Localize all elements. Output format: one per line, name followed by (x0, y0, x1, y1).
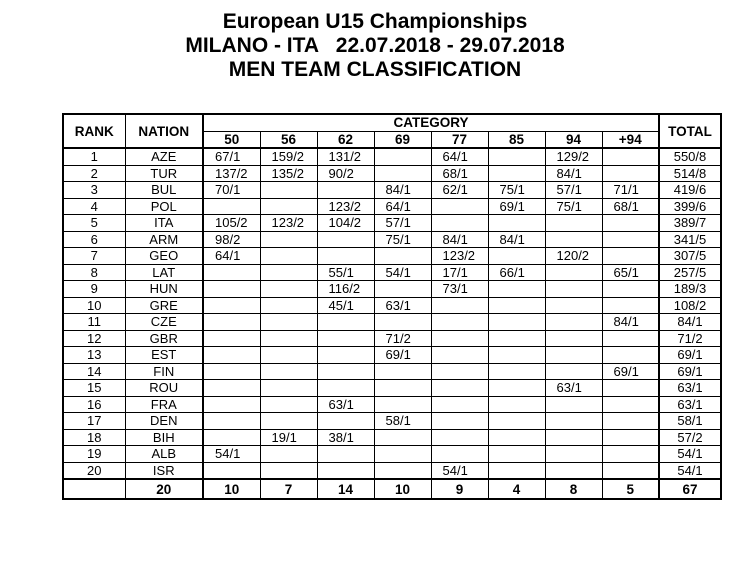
rank-cell: 5 (63, 215, 125, 232)
table-row (63, 446, 721, 463)
category-value-cell (602, 413, 659, 430)
category-value-cell: 69/1 (374, 347, 431, 364)
nation-cell: HUN (125, 281, 203, 298)
table-row (63, 347, 721, 364)
category-value-cell (602, 231, 659, 248)
category-value-cell (203, 363, 260, 380)
category-value-cell (260, 413, 317, 430)
category-value-cell (203, 347, 260, 364)
category-value-cell (317, 347, 374, 364)
category-value-cell (203, 264, 260, 281)
rank-cell: 11 (63, 314, 125, 331)
category-value-cell: 84/1 (602, 314, 659, 331)
rank-cell: 2 (63, 165, 125, 182)
nation-cell: GEO (125, 248, 203, 265)
total-cell: 84/1 (659, 314, 721, 331)
category-value-cell (374, 165, 431, 182)
category-value-cell (431, 198, 488, 215)
classification-title: MEN TEAM CLASSIFICATION (228, 58, 522, 81)
category-value-cell (260, 380, 317, 397)
category-value-cell (488, 380, 545, 397)
category-value-cell: 54/1 (203, 446, 260, 463)
category-value-cell (602, 446, 659, 463)
rank-cell: 20 (63, 462, 125, 479)
category-value-cell: 71/1 (602, 182, 659, 199)
category-value-cell (374, 148, 431, 165)
category-value-cell (203, 198, 260, 215)
total-cell: 419/6 (659, 182, 721, 199)
total-cell: 108/2 (659, 297, 721, 314)
category-value-cell (260, 281, 317, 298)
table-row (63, 215, 721, 232)
category-value-cell (602, 429, 659, 446)
category-value-cell (488, 165, 545, 182)
category-value-cell (602, 330, 659, 347)
category-value-cell (602, 248, 659, 265)
classification-body (63, 148, 721, 499)
rank-cell: 1 (63, 148, 125, 165)
category-value-cell: 17/1 (431, 264, 488, 281)
totals-category-count: 7 (260, 479, 317, 499)
category-label: 56 (260, 131, 317, 148)
classification-table (62, 113, 722, 500)
category-value-cell (317, 330, 374, 347)
category-value-cell (374, 248, 431, 265)
nation-cell: GBR (125, 330, 203, 347)
category-value-cell (260, 347, 317, 364)
category-value-cell (602, 396, 659, 413)
category-value-cell: 123/2 (317, 198, 374, 215)
category-value-cell (602, 297, 659, 314)
category-value-cell (317, 380, 374, 397)
category-value-cell (431, 314, 488, 331)
category-value-cell: 66/1 (488, 264, 545, 281)
category-value-cell (488, 297, 545, 314)
category-value-cell: 123/2 (260, 215, 317, 232)
total-cell: 389/7 (659, 215, 721, 232)
total-cell: 54/1 (659, 446, 721, 463)
category-value-cell (488, 429, 545, 446)
table-row (63, 248, 721, 265)
category-value-cell (431, 429, 488, 446)
table-row (63, 281, 721, 298)
category-value-cell: 104/2 (317, 215, 374, 232)
category-value-cell: 67/1 (203, 148, 260, 165)
classification-table-wrapper (62, 113, 722, 500)
nation-cell: CZE (125, 314, 203, 331)
category-value-cell (203, 462, 260, 479)
category-value-cell: 75/1 (374, 231, 431, 248)
category-value-cell: 64/1 (374, 198, 431, 215)
rank-cell: 4 (63, 198, 125, 215)
category-value-cell (260, 264, 317, 281)
category-value-cell (431, 363, 488, 380)
category-label: 85 (488, 131, 545, 148)
category-value-cell (431, 347, 488, 364)
category-value-cell (602, 148, 659, 165)
category-value-cell (260, 396, 317, 413)
table-row (63, 314, 721, 331)
category-value-cell: 159/2 (260, 148, 317, 165)
category-value-cell (545, 347, 602, 364)
category-value-cell (203, 297, 260, 314)
nation-cell: POL (125, 198, 203, 215)
category-value-cell (602, 380, 659, 397)
totals-nation-count: 20 (125, 479, 203, 499)
category-value-cell (260, 446, 317, 463)
category-label: 77 (431, 131, 488, 148)
table-row (63, 148, 721, 165)
category-value-cell (488, 148, 545, 165)
category-value-cell (260, 248, 317, 265)
nation-cell: ARM (125, 231, 203, 248)
nation-cell: BUL (125, 182, 203, 199)
category-value-cell (431, 215, 488, 232)
nation-cell: ALB (125, 446, 203, 463)
category-value-cell (545, 330, 602, 347)
category-value-cell (545, 429, 602, 446)
event-location-dates: MILANO - ITA 22.07.2018 - 29.07.2018 (185, 34, 565, 57)
category-value-cell: 120/2 (545, 248, 602, 265)
nation-header: NATION (125, 114, 203, 148)
total-cell: 58/1 (659, 413, 721, 430)
event-title: European U15 Championships (222, 10, 528, 33)
category-value-cell (260, 182, 317, 199)
category-value-cell (545, 413, 602, 430)
category-value-cell (488, 413, 545, 430)
nation-cell: DEN (125, 413, 203, 430)
totals-total-count: 67 (659, 479, 721, 499)
totals-rank-cell (63, 479, 125, 499)
category-value-cell (260, 231, 317, 248)
table-row (63, 363, 721, 380)
nation-cell: FIN (125, 363, 203, 380)
category-value-cell: 19/1 (260, 429, 317, 446)
total-cell: 63/1 (659, 396, 721, 413)
category-value-cell: 84/1 (431, 231, 488, 248)
table-row (63, 462, 721, 479)
category-value-cell (374, 396, 431, 413)
category-value-cell: 75/1 (488, 182, 545, 199)
category-value-cell: 64/1 (431, 148, 488, 165)
category-value-cell (203, 330, 260, 347)
rank-cell: 18 (63, 429, 125, 446)
category-value-cell (545, 396, 602, 413)
nation-cell: FRA (125, 396, 203, 413)
category-value-cell (317, 363, 374, 380)
category-value-cell (602, 215, 659, 232)
category-value-cell: 54/1 (374, 264, 431, 281)
totals-category-count: 8 (545, 479, 602, 499)
category-value-cell: 69/1 (602, 363, 659, 380)
category-value-cell (374, 380, 431, 397)
category-value-cell (317, 231, 374, 248)
category-value-cell (488, 347, 545, 364)
category-value-cell (545, 446, 602, 463)
category-value-cell (545, 297, 602, 314)
category-label: 69 (374, 131, 431, 148)
category-value-cell: 129/2 (545, 148, 602, 165)
category-value-cell: 137/2 (203, 165, 260, 182)
category-value-cell (317, 446, 374, 463)
category-label: 94 (545, 131, 602, 148)
table-row (63, 396, 721, 413)
totals-category-count: 10 (203, 479, 260, 499)
category-value-cell (203, 281, 260, 298)
category-value-cell: 65/1 (602, 264, 659, 281)
category-value-cell (431, 297, 488, 314)
rank-cell: 15 (63, 380, 125, 397)
category-value-cell: 123/2 (431, 248, 488, 265)
category-value-cell: 131/2 (317, 148, 374, 165)
nation-cell: TUR (125, 165, 203, 182)
category-value-cell (602, 462, 659, 479)
table-row (63, 429, 721, 446)
rank-cell: 9 (63, 281, 125, 298)
category-value-cell (488, 248, 545, 265)
category-value-cell: 135/2 (260, 165, 317, 182)
category-value-cell (545, 231, 602, 248)
total-cell: 69/1 (659, 347, 721, 364)
category-value-cell: 63/1 (317, 396, 374, 413)
category-value-cell (545, 281, 602, 298)
category-value-cell (602, 165, 659, 182)
total-cell: 71/2 (659, 330, 721, 347)
rank-cell: 17 (63, 413, 125, 430)
category-value-cell: 57/1 (545, 182, 602, 199)
rank-cell: 14 (63, 363, 125, 380)
category-value-cell (260, 297, 317, 314)
rank-cell: 12 (63, 330, 125, 347)
category-value-cell: 90/2 (317, 165, 374, 182)
nation-cell: GRE (125, 297, 203, 314)
totals-row (63, 479, 721, 499)
rank-cell: 8 (63, 264, 125, 281)
table-row (63, 231, 721, 248)
total-cell: 307/5 (659, 248, 721, 265)
category-value-cell: 38/1 (317, 429, 374, 446)
category-value-cell: 57/1 (374, 215, 431, 232)
category-value-cell (260, 462, 317, 479)
category-value-cell (545, 215, 602, 232)
category-value-cell (317, 462, 374, 479)
category-value-cell (203, 413, 260, 430)
category-value-cell: 71/2 (374, 330, 431, 347)
category-value-cell: 73/1 (431, 281, 488, 298)
category-value-cell (317, 413, 374, 430)
nation-cell: BIH (125, 429, 203, 446)
category-value-cell (602, 281, 659, 298)
category-value-cell: 116/2 (317, 281, 374, 298)
category-value-cell (374, 281, 431, 298)
category-value-cell (374, 462, 431, 479)
category-value-cell (431, 330, 488, 347)
category-value-cell (488, 330, 545, 347)
category-value-cell (488, 446, 545, 463)
category-value-cell: 98/2 (203, 231, 260, 248)
category-value-cell: 55/1 (317, 264, 374, 281)
category-value-cell: 62/1 (431, 182, 488, 199)
table-row (63, 198, 721, 215)
document-header (0, 10, 750, 82)
total-header: TOTAL (659, 114, 721, 148)
totals-category-count: 4 (488, 479, 545, 499)
category-value-cell: 68/1 (602, 198, 659, 215)
total-cell: 54/1 (659, 462, 721, 479)
category-value-cell: 54/1 (431, 462, 488, 479)
category-value-cell (374, 314, 431, 331)
category-value-cell (488, 396, 545, 413)
category-value-cell (602, 347, 659, 364)
category-value-cell (545, 264, 602, 281)
category-value-cell (203, 314, 260, 331)
category-value-cell (374, 363, 431, 380)
category-value-cell: 84/1 (545, 165, 602, 182)
table-row (63, 165, 721, 182)
category-value-cell (545, 314, 602, 331)
table-row (63, 330, 721, 347)
nation-cell: ISR (125, 462, 203, 479)
category-value-cell: 105/2 (203, 215, 260, 232)
category-value-cell (488, 281, 545, 298)
category-value-cell (374, 429, 431, 446)
total-cell: 189/3 (659, 281, 721, 298)
category-value-cell (545, 462, 602, 479)
rank-cell: 7 (63, 248, 125, 265)
rank-cell: 6 (63, 231, 125, 248)
total-cell: 550/8 (659, 148, 721, 165)
category-value-cell: 84/1 (374, 182, 431, 199)
category-value-cell (317, 314, 374, 331)
rank-cell: 13 (63, 347, 125, 364)
totals-category-count: 5 (602, 479, 659, 499)
nation-cell: LAT (125, 264, 203, 281)
category-value-cell (203, 396, 260, 413)
totals-category-count: 9 (431, 479, 488, 499)
category-value-cell (431, 413, 488, 430)
category-value-cell: 63/1 (374, 297, 431, 314)
total-cell: 514/8 (659, 165, 721, 182)
category-value-cell: 45/1 (317, 297, 374, 314)
category-value-cell (203, 380, 260, 397)
category-value-cell: 64/1 (203, 248, 260, 265)
category-value-cell: 68/1 (431, 165, 488, 182)
nation-cell: ITA (125, 215, 203, 232)
table-row (63, 413, 721, 430)
nation-cell: ROU (125, 380, 203, 397)
category-value-cell (431, 396, 488, 413)
category-value-cell (545, 363, 602, 380)
category-label: 62 (317, 131, 374, 148)
nation-cell: EST (125, 347, 203, 364)
category-value-cell (488, 215, 545, 232)
category-value-cell: 70/1 (203, 182, 260, 199)
category-value-cell (260, 330, 317, 347)
category-value-cell (488, 314, 545, 331)
totals-category-count: 10 (374, 479, 431, 499)
total-cell: 341/5 (659, 231, 721, 248)
table-row (63, 380, 721, 397)
totals-category-count: 14 (317, 479, 374, 499)
category-value-cell (260, 198, 317, 215)
rank-header: RANK (63, 114, 125, 148)
table-row (63, 264, 721, 281)
category-value-cell: 75/1 (545, 198, 602, 215)
category-value-cell (488, 363, 545, 380)
rank-cell: 19 (63, 446, 125, 463)
category-value-cell: 84/1 (488, 231, 545, 248)
category-value-cell: 63/1 (545, 380, 602, 397)
table-row (63, 182, 721, 199)
total-cell: 63/1 (659, 380, 721, 397)
category-value-cell: 69/1 (488, 198, 545, 215)
rank-cell: 10 (63, 297, 125, 314)
table-row (63, 297, 721, 314)
category-label: 50 (203, 131, 260, 148)
category-value-cell (431, 446, 488, 463)
rank-cell: 3 (63, 182, 125, 199)
category-label: +94 (602, 131, 659, 148)
nation-cell: AZE (125, 148, 203, 165)
category-value-cell (260, 363, 317, 380)
category-value-cell (488, 462, 545, 479)
category-value-cell: 58/1 (374, 413, 431, 430)
category-value-cell (317, 248, 374, 265)
category-header: CATEGORY (203, 114, 659, 131)
category-value-cell (374, 446, 431, 463)
category-value-cell (431, 380, 488, 397)
total-cell: 257/5 (659, 264, 721, 281)
total-cell: 57/2 (659, 429, 721, 446)
category-value-cell (260, 314, 317, 331)
category-value-cell (317, 182, 374, 199)
header-row-1 (63, 114, 721, 131)
total-cell: 399/6 (659, 198, 721, 215)
rank-cell: 16 (63, 396, 125, 413)
total-cell: 69/1 (659, 363, 721, 380)
category-value-cell (203, 429, 260, 446)
